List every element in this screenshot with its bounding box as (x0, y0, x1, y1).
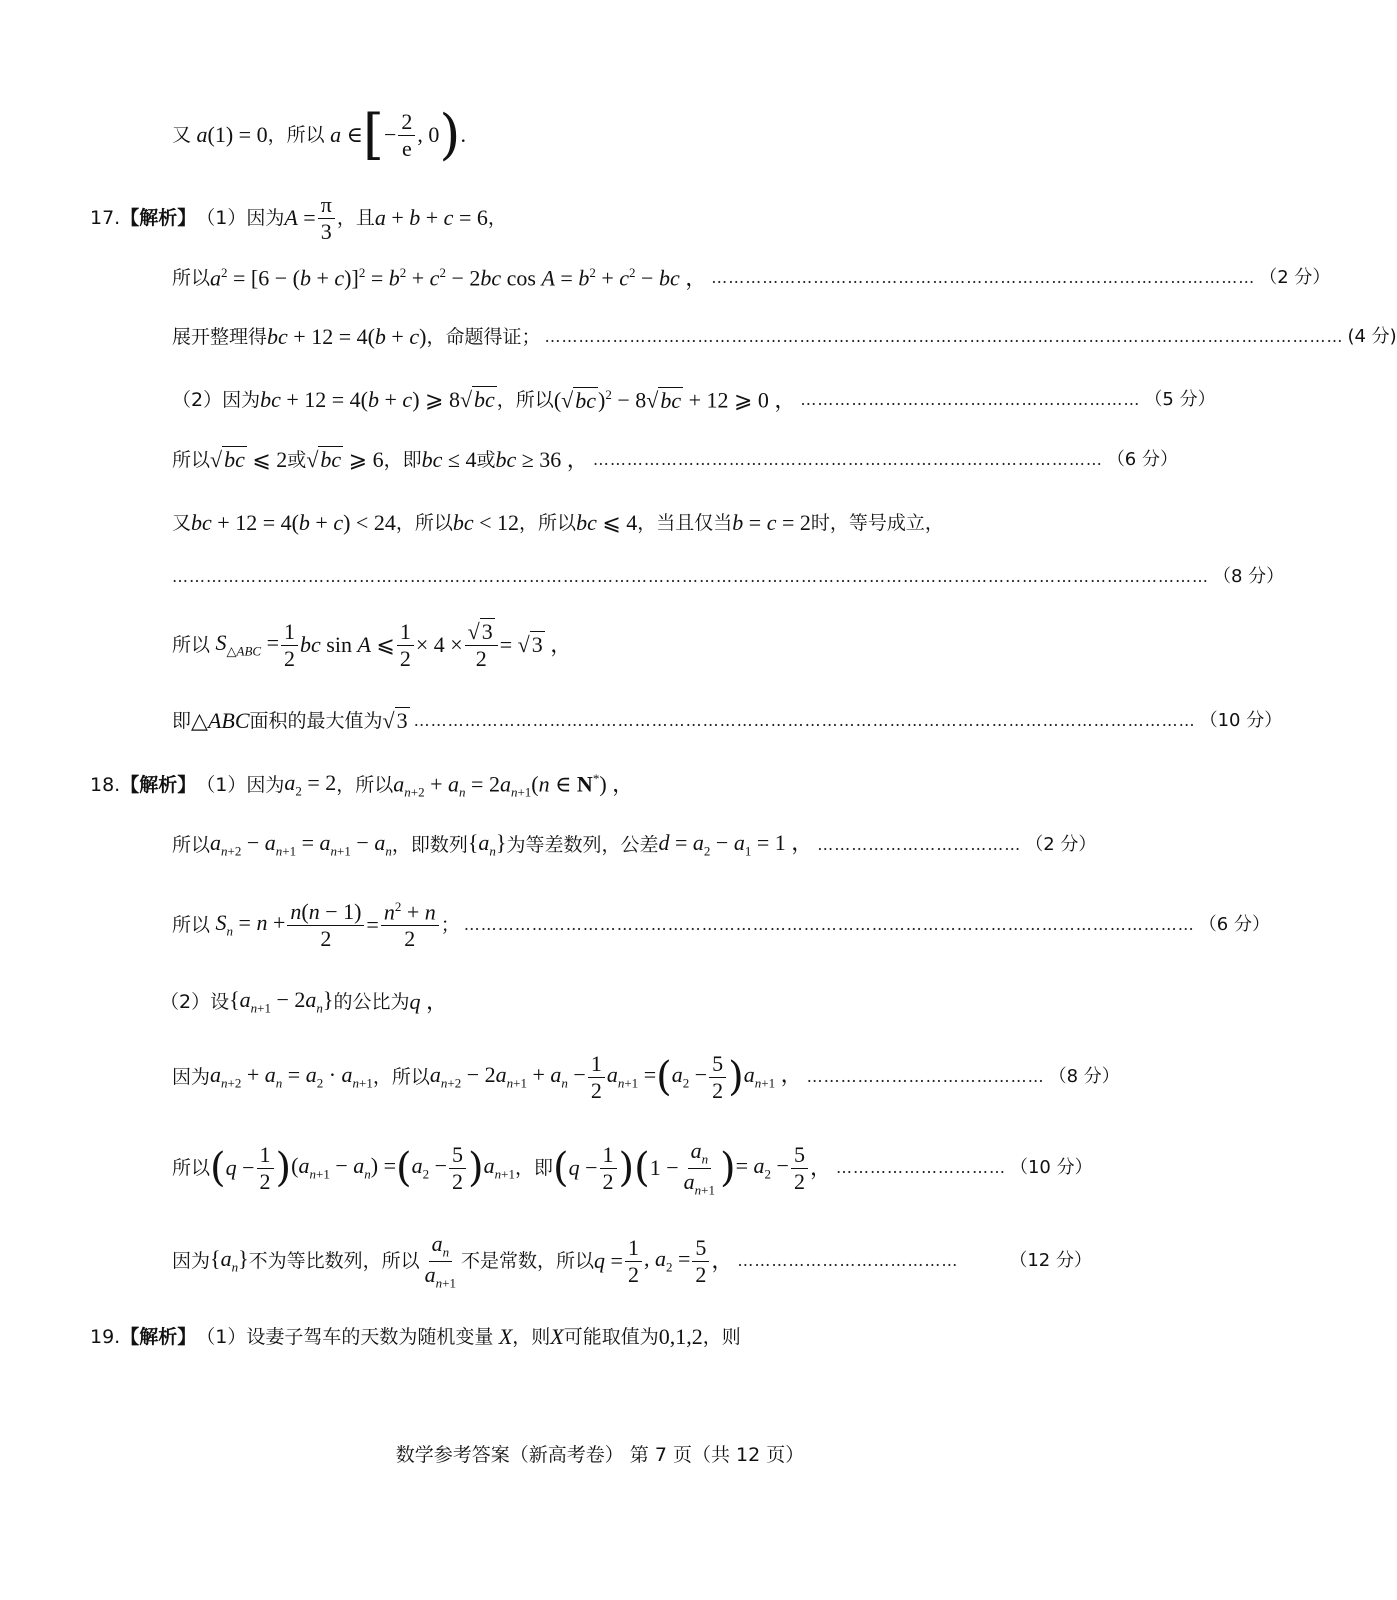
leader-dots: ………………………………………………………………………………………………………………………………………………………………… (172, 567, 1209, 586)
text: ，且 (336, 206, 375, 229)
math-paren: ) (728, 1054, 744, 1100)
fraction: $\frac{1}{2}$ (397, 621, 414, 670)
leader-dots: ………………………… (835, 1158, 1006, 1177)
problem-number: 17. (90, 206, 121, 229)
fraction: $\frac{5}{2}$ (692, 1237, 709, 1286)
text: （1）因为 (196, 773, 285, 796)
math-paren: ( (395, 1145, 412, 1191)
math: $a_{n+1}$ (483, 1153, 515, 1182)
text: 为等差数列，公差 (506, 833, 659, 856)
problem-19-header (90, 1320, 741, 1354)
line-17-range (172, 443, 1178, 477)
text: ，所以 (336, 773, 394, 796)
score: （8 分） (1213, 566, 1285, 587)
line-17-area (172, 610, 572, 680)
line-a1-interval (172, 100, 466, 170)
math: q = (594, 1248, 623, 1273)
math-paren: ( (552, 1145, 569, 1191)
math-paren: )( (618, 1145, 650, 1191)
text: （1）设妻子驾车的天数为随机变量 (196, 1325, 494, 1348)
fraction: $\frac{\pi}{3}$ (318, 194, 335, 243)
fraction: $\frac{n(n - 1)}{2}$ (287, 901, 364, 950)
math: $a_{n+1}$ = (606, 1062, 657, 1091)
fraction: $\frac{1}{2}$ (257, 1144, 274, 1193)
problem-18-header (90, 768, 634, 802)
score: （10 分） (1199, 710, 1283, 731)
leader-dots: …………………………………… (806, 1067, 1045, 1086)
text: 的公比为 (333, 990, 410, 1013)
text: ，即数列 (391, 833, 468, 856)
math: , $a_2$ = (643, 1246, 691, 1275)
problem-number: 19. (90, 1325, 121, 1348)
page-footer: 数学参考答案（新高考卷） 第 7 页（共 12 页） (395, 1444, 805, 1466)
line-18-conclusion (172, 1226, 1092, 1296)
math-bracket: ) (439, 103, 461, 166)
math: $a_{n+2} - a_{n+1} = a_{n+1} - a_n$ (210, 830, 392, 859)
math: $\{a_n\}$ (210, 1246, 249, 1275)
line-17-dots (172, 562, 1285, 592)
text: 又 (172, 511, 192, 534)
math: $S_n = n$ + (215, 910, 286, 939)
leader-dots: …………………………………………………………………………………… (711, 268, 1256, 287)
problem-17-header (90, 188, 507, 248)
math: . (460, 122, 466, 147)
math: √bc ⩾ 6 (306, 447, 384, 472)
math: = $a_2$ − (735, 1153, 789, 1182)
leader-dots: ………………………………………………………………………………………………………………… (463, 915, 1195, 934)
text: ，所以 (519, 511, 577, 534)
line-17-part2 (172, 380, 1216, 420)
math: 1 − (649, 1155, 679, 1180)
text-comma: ， (487, 206, 507, 229)
text: 因为 (172, 1065, 211, 1088)
text: 所以 (172, 913, 211, 936)
fraction: $\frac{2}{e}$ (398, 111, 415, 160)
line-17-a2 (172, 262, 1331, 294)
math: a + b + c = 6 (374, 205, 488, 230)
leader-dots: ……………………………… (817, 835, 1022, 854)
math: $S_{\triangle ABC}$ = (215, 630, 279, 659)
line-17-max (172, 704, 1283, 738)
text: 展开整理得 (172, 325, 268, 348)
score: （5 分） (1144, 389, 1216, 410)
math: √bc ⩽ 2 (210, 447, 288, 472)
math: bc < 12 (452, 510, 520, 535)
score: （10 分） (1009, 1157, 1093, 1178)
math-bracket: [ (362, 103, 384, 166)
math: X (498, 1324, 513, 1349)
math: bc sin A ⩽ (300, 632, 395, 657)
math: $a_{n+2} + a_n = a_2 \cdot a_{n+1}$ (210, 1062, 373, 1091)
math-paren: ( (210, 1145, 226, 1191)
score: （2 分） (1259, 267, 1331, 288)
text: 所以 (172, 448, 211, 471)
score: (4 分) (1347, 326, 1397, 347)
text: 所以 (172, 833, 211, 856)
math: bc ⩽ 4 (576, 510, 638, 535)
line-18-identity (172, 1042, 1120, 1112)
text: 即 (172, 709, 192, 732)
text: ，即 (514, 1156, 553, 1179)
text: ，所以 (496, 388, 554, 411)
math: X (550, 1324, 564, 1349)
leader-dots: ……………………………………………………………………………… (592, 450, 1103, 469)
text: ，所以 (372, 1065, 430, 1088)
leader-dots: ………………………………………………………………………………………………………………………… (413, 711, 1196, 730)
text: 所以 (172, 266, 211, 289)
text: ，则 (512, 1325, 551, 1348)
math: △ABC (191, 708, 250, 733)
math: 0,1,2 (658, 1324, 703, 1349)
score: （2 分） (1025, 834, 1097, 855)
math-paren: ) (468, 1145, 484, 1191)
text: 或 (287, 448, 307, 471)
fraction: $\frac{5}{2}$ (449, 1144, 466, 1193)
math: $a^2 = [6 - (b + c)]^2 = b^2 + c^2 - 2bc$ $\cos A = b^2 + c^2$ − bc ， (210, 265, 708, 291)
math: $(√bc)^2 - 8√bc + 12$ ⩾ 0 ， (553, 387, 797, 413)
fraction: $\frac{5}{2}$ (709, 1053, 726, 1102)
math-paren: ) (275, 1145, 292, 1191)
leader-dots: …………………………………………………………………………………………………………………………… (544, 327, 1344, 346)
fraction: $\frac{5}{2}$ (791, 1144, 808, 1193)
math-paren: ) (720, 1145, 736, 1191)
math: , 0 (417, 122, 440, 147)
text: （2）因为 (172, 388, 261, 411)
text: 不是常数，所以 (461, 1249, 595, 1272)
math: − (383, 122, 397, 147)
problem-number: 18. (90, 773, 121, 796)
text: （2）设 (160, 990, 230, 1013)
text: 可能取值为 (563, 1325, 659, 1348)
text: ，则 (702, 1325, 741, 1348)
math: q − (568, 1155, 598, 1180)
fraction: $\frac{a_n}{a_{n+1}}$ (424, 1231, 456, 1290)
text: ，即 (383, 448, 422, 471)
math: bc + 12 = 4(b + c) < 24 (191, 510, 396, 535)
math: bc ≥ 36 ， (495, 447, 589, 472)
fraction: $\frac{1}{2}$ (625, 1237, 642, 1286)
line-17-bound (172, 506, 944, 540)
text: 不为等比数列，所以 (248, 1249, 420, 1272)
math: bc + 12 = 4(b + c) ⩾ 8√bc (260, 387, 495, 412)
text: 又 (172, 123, 192, 146)
math: × 4 × (415, 632, 463, 657)
text: 面积的最大值为 (249, 709, 383, 732)
math: $a_{n+2} + a_n = 2a_{n+1}(n$ ∈ N*) ， (393, 770, 635, 800)
math: $(a_{n+1} - a_n)$ = (291, 1153, 396, 1182)
math: q − (225, 1155, 255, 1180)
text-semicolon: ； (440, 913, 460, 936)
math-paren: ( (656, 1054, 672, 1100)
fraction: $\frac{a_n}{a_{n+1}}$ (683, 1138, 715, 1197)
text: 因为 (172, 1249, 211, 1272)
line-18-part2 (160, 985, 448, 1019)
score: （12 分） (1009, 1250, 1092, 1271)
text: ，命题得证； (426, 325, 541, 348)
math: $a_2 = 2$ (284, 770, 337, 799)
math: q ， (409, 989, 449, 1014)
fraction: $\frac{1}{2}$ (600, 1144, 617, 1193)
text: ，所以 (395, 511, 453, 534)
text: 所以 (172, 633, 211, 656)
line-18-factor (172, 1130, 1092, 1206)
fraction: $\frac{n^2 + n}{2}$ (381, 900, 439, 950)
math: ， (711, 1248, 734, 1273)
math: $a_2$ − (671, 1062, 708, 1091)
fraction: $\frac{1}{2}$ (281, 621, 298, 670)
analysis-tag: 【解析】 (120, 773, 197, 796)
fraction: $\frac{√3}{2}$ (465, 621, 498, 670)
score: （6 分） (1106, 449, 1178, 470)
math: $a_{n+2} - 2a_{n+1} + a_n$ − (429, 1062, 586, 1091)
text: 时，等号成立， (810, 511, 944, 534)
math: a(1) = 0 (196, 122, 268, 147)
line-18-sum (172, 890, 1270, 960)
math: ， (809, 1155, 832, 1180)
analysis-tag: 【解析】 (120, 1325, 197, 1348)
math: √3 (382, 708, 408, 733)
math: $d = a_2 - a_1 = 1$ ， (658, 830, 814, 859)
math: bc + 12 = 4(b + c) (267, 324, 427, 349)
score: （8 分） (1048, 1066, 1120, 1087)
text: 所以 (172, 1156, 211, 1179)
math: a ∈ (330, 122, 363, 147)
text: ，当且仅当 (637, 511, 733, 534)
fraction: $\frac{1}{2}$ (588, 1053, 605, 1102)
line-18-arith (172, 828, 1097, 862)
math: bc ≤ 4 (421, 447, 477, 472)
leader-dots: ………………………………… (737, 1251, 959, 1270)
math: $a_2$ − (411, 1153, 448, 1182)
text: （1）因为 (196, 206, 285, 229)
math: $\{a_n\}$ (467, 830, 507, 859)
math: = (366, 912, 379, 937)
line-17-expand (172, 321, 1397, 353)
math: $a_{n+1}$ ， (743, 1062, 803, 1091)
math: b = c = 2 (732, 510, 811, 535)
text: ，所以 (267, 123, 325, 146)
leader-dots: …………………………………………………… (800, 390, 1141, 409)
score: （6 分） (1198, 914, 1270, 935)
text: 或 (476, 448, 496, 471)
math: $\{a_{n+1} - 2a_n\}$ (229, 987, 334, 1016)
math: A = (284, 205, 316, 230)
math: = √3 ， (499, 632, 573, 657)
analysis-tag: 【解析】 (120, 206, 197, 229)
